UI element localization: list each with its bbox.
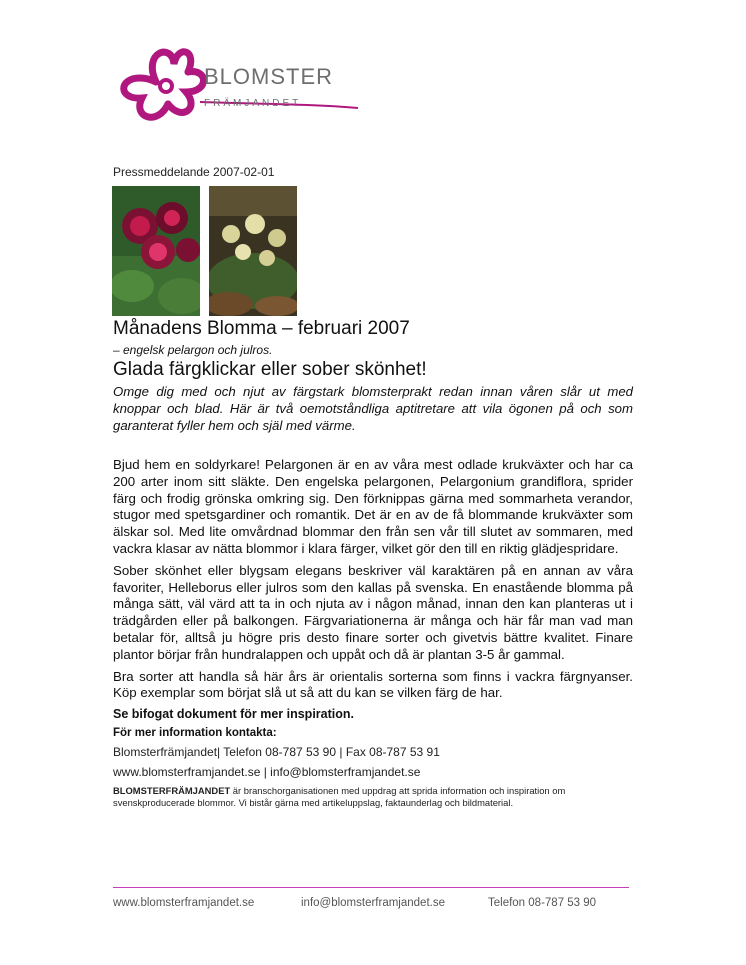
press-release-date: Pressmeddelande 2007-02-01 [113, 165, 275, 179]
body-paragraph: Bjud hem en soldyrkare! Pelargonen är en av våra mest odlade krukväxter och har ca 200 arter inom sitt släkte. Den engelska pelargonen, Pelargonium grandiflora, sprider färg och frodig grönska omkring sig. Den förknippas gärna med sommarheta verandor, stugor med spetsgardiner och romantik. Det är en av de få blommande krukväxter som älskar sol. Med lite omvårdnad blommar den från sen vår till slutet av sommaren, med vackra klasar av nätta blommor i klara färger, vilket gör den till en riktig glädjespridare. [113, 457, 633, 556]
intro-paragraph: Omge dig med och njut av färgstark blomsterprakt redan innan våren slår ut med knoppar och blad. Här är två oemotståndliga aptitretare att vila ögonen på och som garanterat fyller hem och själ med värme. [113, 384, 633, 433]
about-text: är branschorganisationen med uppdrag att sprida information och inspiration om svenskproducerade blommor. Vi bistår gärna med artikeluppslag, faktaunderlag och bildmaterial. [113, 785, 566, 809]
footer-divider [113, 887, 629, 888]
body-paragraph: Sober skönhet eller blygsam elegans beskriver väl karaktären på en annan av våra favoriter, Helleborus eller julros som den kallas på svenska. En enastående blomma på många sätt, väl värd att ta in och njuta av i någon månad, innan den kan planteras ut i trädgården eller på balkongen. Färgvariationerna är många och här får man vad man betalar för, alltså ju högre pris desto finare sorter och givetvis bättre kvalitet. Finare plantor börjar från hundralappen och uppåt och då är plantan 3-5 år gammal. [113, 562, 633, 662]
helleborus-photo [209, 186, 297, 316]
logo [112, 42, 362, 130]
logo-tagline: FRÄMJANDET [204, 98, 302, 109]
article-body [113, 457, 633, 809]
contact-web-line: www.blomsterframjandet.se | info@blomsterframjandet.se [113, 765, 421, 780]
contact-heading: För mer information kontakta: [113, 727, 277, 740]
subheadline: – engelsk pelargon och julros. [113, 343, 273, 357]
footer-phone: Telefon 08-787 53 90 [488, 897, 597, 909]
about-organization [113, 785, 633, 809]
footer-website: www.blomsterframjandet.se [113, 897, 255, 909]
article-title: Glada färgklickar eller sober skönhet! [113, 359, 427, 380]
body-paragraph: Bra sorter att handla så här års är orientalis sorterna som finns i vackra färgnyanser. Köp exemplar som börjat slå ut så att du kan se vilken färg de har. [113, 668, 633, 701]
contact-phone-line: Blomsterfrämjandet| Telefon 08-787 53 90 | Fax 08-787 53 91 [113, 745, 440, 760]
attachment-note: Se bifogat dokument för mer inspiration. [113, 707, 354, 722]
organization-name: BLOMSTERFRÄMJANDET [113, 785, 231, 797]
logo-name: BLOMSTER [204, 64, 334, 89]
headline: Månadens Blomma – februari 2007 [113, 318, 410, 339]
footer-email: info@blomsterframjandet.se [301, 897, 445, 909]
pelargonium-photo [112, 186, 200, 316]
